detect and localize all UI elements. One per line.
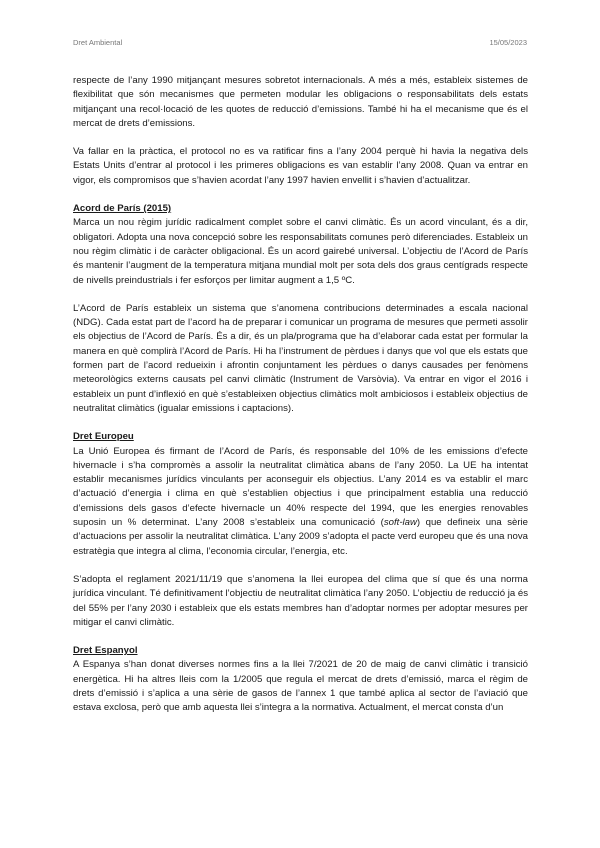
paragraph-spain-law: A Espanya s’han donat diverses normes fins a la llei 7/2021 de 20 de maig de canvi climàtic i transició energètica. Hi ha altres lleis com la 1/2005 que regula el mercat de drets d’emissió, marca el règim de drets d’emissió i s’aplica a una sèrie de gasos de l’annex 1 que també aplica al sector de l’aviació que estava exclosa, però que amb aquesta llei s’integra a la normativa. Actualment, el mercat consta d’un	[73, 659, 528, 714]
paragraph-kyoto-continued: respecte de l’any 1990 mitjançant mesures sobretot internacionals. A més a més, estableix sistemes de flexibilitat que són mecanismes que permeten modular les obligacions o responsabilitats dels estats mitjançant una recol·locació de les quotes de reducció d’emissions. També hi ha el mecanisme que és el mercat de drets d’emissions.	[73, 75, 528, 129]
header-title: Dret Ambiental	[73, 38, 123, 47]
paragraph-eu-commitments	[73, 445, 528, 559]
heading-dret-espanyol: Dret Espanyol	[73, 645, 138, 657]
document-body	[73, 74, 528, 716]
paragraph-kyoto-failure: Va fallar en la pràctica, el protocol no es va ratificar fins a l’any 2004 perquè hi havia la negativa dels Estats Units d’entrar al protocol i les primeres obligacions es van establir l’any 2008. Quan va entrar en vigor, els compromisos que s’havien acordat l’any 1997 havien envellit i s’havien d’actualitzar.	[73, 146, 528, 186]
header-date: 15/05/2023	[489, 38, 527, 47]
paragraph-eu-text-b: ) que defineix una sèrie d’actuacions per assolir la neutralitat climàtica. L’any 2009 s’adopta el pacte verd europeu que és una nova estratègia que integra al clima, l’economia circular, l’energia, etc.	[73, 517, 528, 557]
heading-dret-europeu: Dret Europeu	[73, 431, 134, 443]
page-header	[73, 38, 527, 47]
soft-law-term: soft-law	[383, 517, 417, 529]
heading-acord-paris: Acord de París (2015)	[73, 203, 172, 215]
paragraph-paris-regime: Marca un nou règim jurídic radicalment complet sobre el canvi climàtic. És un acord vinculant, és a dir, obligatori. Adopta una nova concepció sobre les responsabilitats comunes però diferenciades. Estableix un nou règim climàtic i de caràcter obligacional. És un acord gairebé universal. L’objectiu de l’Acord de París és mantenir l’augment de la temperatura mitjana mundial molt per sota dels dos graus centígrads respecte de nivells preindustrials i fer esforços per limitar augment a 1,5 ºC.	[73, 217, 528, 286]
paragraph-eu-text-a: La Unió Europea és firmant de l’Acord de París, és responsable del 10% de les emissions d’efecte hivernacle i s’ha compromès a assolir la neutralitat climàtica abans de l’any 2050. La UE ha intentat establir mecanismes jurídics vinculants per aconseguir els objectius. L’any 2014 es va establir el marc d’actuació d’energia i clima en què s’establien objectius i que principalment establia una reducció d’emissions dels gasos d’efecte hivernacle un 40% respecte del 1994, que les energies renovables suposin un % determinat. L’any 2008 s’estableix una comunicació (	[73, 445, 528, 529]
paragraph-paris-ndg: L’Acord de París estableix un sistema que s’anomena contribucions determinades a escala nacional (NDG). Cada estat part de l’acord ha de preparar i comunicar un programa de mesures que permeti assolir els objectius de l’Acord de París. És a dir, és un pla/programa que ha d’elaborar cada estat per formular la manera en què complirà l’Acord de París. Hi ha l’instrument de pèrdues i danys que vol que els estats que formen part de l’acord redueixin i afrontin conjuntament les pèrdues o danys causades per fenòmens meteorològics externs causats pel canvi climàtic (Instrument de Varsòvia). Va entrar en vigor el 2016 i estableix un punt d’inflexió en què s’estableixen objectius climàtics molt ambiciosos i estableix objectius de neutralitat climàtics (igualar emissions i captacions).	[73, 302, 528, 414]
paragraph-eu-climate-law: S’adopta el reglament 2021/11/19 que s’anomena la llei europea del clima que sí que és una norma jurídica vinculant. Té definitivament l’objectiu de neutralitat climàtica l’any 2050. L’objectiu de reducció ja és del 55% per l’any 2030 i estableix que els estats membres han d’adoptar normes per adoptar mesures per mitigar el canvi climàtic.	[73, 573, 528, 628]
